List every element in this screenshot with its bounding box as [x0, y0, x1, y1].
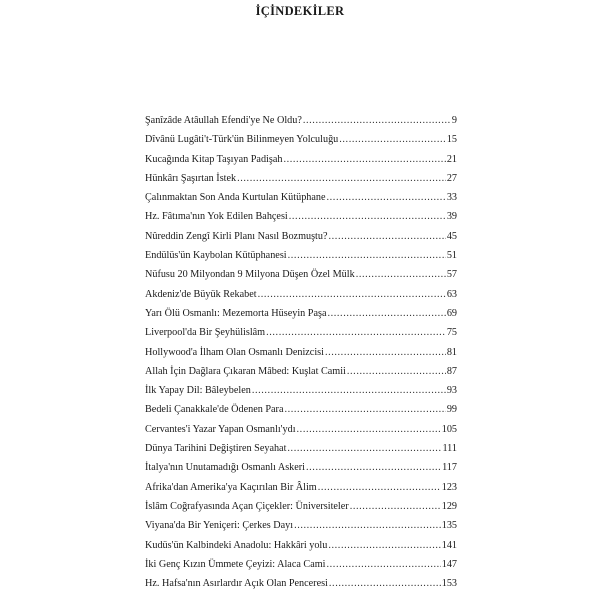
toc-entry-page-number: 15 [446, 134, 457, 146]
toc-entry-page-number: 105 [441, 423, 457, 435]
toc-entry [145, 246, 457, 265]
toc-dot-leader [339, 130, 446, 149]
toc-entry-title: Cervantes'i Yazar Yapan Osmanlı'ydı [145, 423, 296, 435]
toc-entry-page-number: 9 [451, 115, 457, 126]
toc-dot-leader [258, 285, 446, 304]
toc-entry [145, 265, 457, 284]
toc-entry [145, 381, 457, 400]
toc-dot-leader [252, 381, 446, 400]
toc-entry [145, 130, 457, 149]
toc-dot-leader [328, 536, 440, 555]
toc-dot-leader [327, 188, 446, 207]
toc-entry-page-number: 39 [446, 211, 457, 223]
toc-entry-title: Viyana'da Bir Yeniçeri: Çerkes Dayı [145, 520, 294, 532]
toc-entry [145, 343, 457, 362]
toc-dot-leader [288, 246, 446, 265]
toc-entry-page-number: 87 [446, 365, 457, 377]
toc-entry-page-number: 141 [441, 539, 457, 551]
toc-dot-leader [327, 555, 441, 574]
toc-dot-leader [266, 323, 446, 342]
toc-entry-page-number: 57 [446, 269, 457, 281]
toc-entry [145, 207, 457, 226]
toc-entry-title: Afrika'dan Amerika'ya Kaçırılan Bir Âlim [145, 481, 317, 493]
toc-dot-leader [347, 362, 446, 381]
toc-dot-leader [294, 516, 441, 535]
table-of-contents [145, 111, 457, 593]
toc-entry-title: İlk Yapay Dil: Bâleybelen [145, 385, 251, 397]
toc-entry-page-number: 69 [446, 307, 457, 319]
toc-dot-leader [287, 439, 441, 458]
toc-dot-leader [356, 265, 446, 284]
toc-dot-leader [303, 111, 451, 130]
toc-entry-page-number: 129 [441, 500, 457, 512]
toc-entry-page-number: 153 [441, 578, 457, 590]
toc-entry-title: Şanîzâde Atâullah Efendi'ye Ne Oldu? [145, 115, 302, 126]
toc-entry-title: Hz. Hafsa'nın Asırlardır Açık Olan Penceresi [145, 578, 328, 590]
toc-entry [145, 111, 457, 130]
toc-entry [145, 478, 457, 497]
toc-entry-page-number: 117 [442, 462, 457, 474]
toc-entry-page-number: 27 [446, 172, 457, 184]
toc-entry-title: İslâm Coğrafyasında Açan Çiçekler: Üniversiteler [145, 500, 349, 512]
toc-dot-leader [237, 169, 446, 188]
toc-dot-leader [350, 497, 441, 516]
toc-entry [145, 497, 457, 516]
toc-dot-leader [329, 227, 446, 246]
toc-entry-title: İki Genç Kızın Ümmete Çeyizi: Alaca Cami [145, 558, 326, 570]
toc-entry-title: Akdeniz'de Büyük Rekabet [145, 288, 257, 300]
toc-entry-title: Hollywood'a İlham Olan Osmanlı Denizcisi [145, 346, 324, 358]
toc-entry-page-number: 147 [441, 558, 457, 570]
toc-entry-page-number: 63 [446, 288, 457, 300]
toc-entry [145, 169, 457, 188]
toc-entry [145, 516, 457, 535]
toc-entry [145, 536, 457, 555]
toc-entry-page-number: 21 [446, 153, 457, 165]
toc-dot-leader [325, 343, 446, 362]
toc-entry-title: Hünkârı Şaşırtan İstek [145, 172, 237, 184]
toc-entry [145, 323, 457, 342]
toc-dot-leader [306, 458, 441, 477]
toc-entry [145, 150, 457, 169]
toc-entry-title: Kucağında Kitap Taşıyan Padişah [145, 153, 283, 165]
toc-entry [145, 555, 457, 574]
toc-dot-leader [289, 207, 446, 226]
toc-entry [145, 304, 457, 323]
toc-dot-leader [329, 574, 441, 593]
toc-dot-leader [297, 420, 441, 439]
page-title: İÇİNDEKİLER [255, 4, 345, 18]
toc-entry-title: Dünya Tarihini Değiştiren Seyahat [145, 443, 287, 455]
toc-entry-title: İtalya'nın Unutamadığı Osmanlı Askeri [145, 462, 305, 474]
toc-entry-title: Nûreddin Zengî Kirli Planı Nasıl Bozmuştu? [145, 230, 328, 242]
toc-entry-page-number: 81 [446, 346, 457, 358]
toc-entry-page-number: 135 [441, 520, 457, 532]
toc-entry [145, 439, 457, 458]
toc-entry-title: Çalınmaktan Son Anda Kurtulan Kütüphane [145, 192, 326, 204]
toc-entry-page-number: 45 [446, 230, 457, 242]
toc-dot-leader [283, 150, 445, 169]
toc-entry-title: Hz. Fâtıma'nın Yok Edilen Bahçesi [145, 211, 288, 223]
toc-entry-title: Allah İçin Dağlara Çıkaran Mâbed: Kuşlat Camii [145, 365, 346, 377]
toc-dot-leader [284, 400, 445, 419]
toc-entry [145, 362, 457, 381]
toc-entry-page-number: 75 [446, 327, 457, 339]
toc-entry [145, 420, 457, 439]
toc-entry [145, 285, 457, 304]
toc-entry-page-number: 33 [446, 192, 457, 204]
toc-entry-title: Kudüs'ün Kalbindeki Anadolu: Hakkâri yolu [145, 539, 328, 551]
toc-entry-page-number: 93 [446, 385, 457, 397]
toc-dot-leader [318, 478, 441, 497]
toc-dot-leader [327, 304, 445, 323]
toc-entry [145, 400, 457, 419]
toc-entry-title: Dîvânü Lugâti't-Türk'ün Bilinmeyen Yolculuğu [145, 134, 339, 146]
toc-entry-title: Endülüs'ün Kaybolan Kütüphanesi [145, 250, 287, 262]
toc-entry-title: Yarı Ölü Osmanlı: Mezemorta Hüseyin Paşa [145, 307, 327, 319]
toc-entry-page-number: 99 [446, 404, 457, 416]
toc-entry [145, 227, 457, 246]
toc-entry [145, 188, 457, 207]
toc-entry-page-number: 111 [442, 443, 457, 455]
toc-entry-title: Bedeli Çanakkale'de Ödenen Para [145, 404, 284, 416]
toc-entry-title: Nüfusu 20 Milyondan 9 Milyona Düşen Özel Mülk [145, 269, 355, 281]
toc-entry-page-number: 51 [446, 250, 457, 262]
toc-entry [145, 458, 457, 477]
toc-entry-page-number: 123 [441, 481, 457, 493]
toc-entry-title: Liverpool'da Bir Şeyhülislâm [145, 327, 266, 339]
toc-entry [145, 574, 457, 593]
